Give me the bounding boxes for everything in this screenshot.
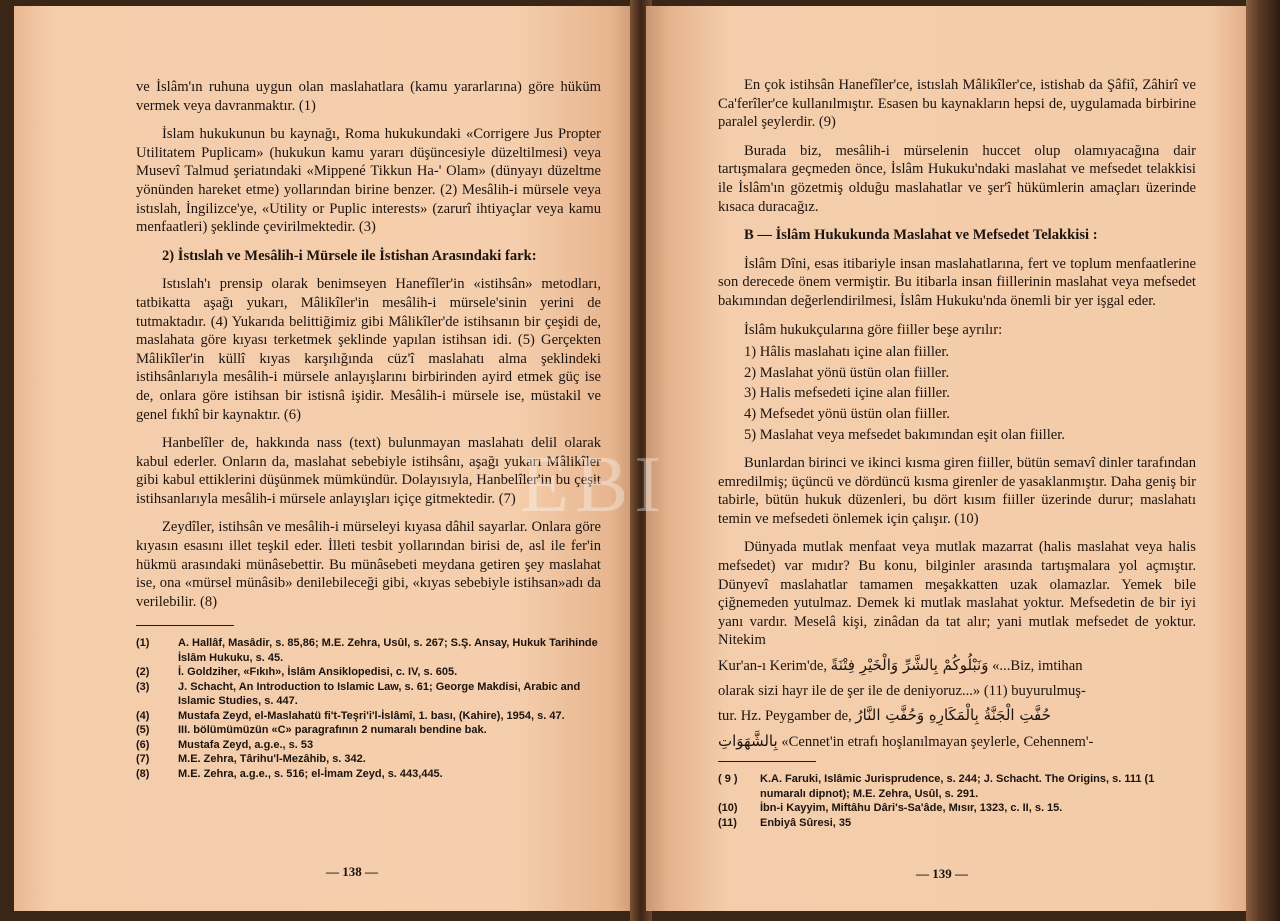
watermark: EBI [520,441,667,529]
paragraph: Dünyada mutlak menfaat veya mutlak mazarrat (halis maslahat veya halis mefsedet) var mıdır? Bu konu, bilginler arasında tartışmalara yol açmıştır. Dünyevî maslahatlar tamamen meşakkatten uzak olamazlar. Yemek bile çiğnemeden yutulmaz. Demek ki mutlak maslahat yoktur. Mefsedetin de bir iyi yanı vardır. Meselâ kişi, zinâdan da tat alır; yani mutlak mefsedet de yoktur. Nitekim [718,539,1196,649]
footnote: (3) J. Schacht, An Introduction to Islamic Law, s. 61; George Makdisi, Arabic and Islamic Studies, s. 447. [136,680,581,708]
paragraph: En çok istihsân Hanefîler'ce, istıslah Mâlikîler'ce, istishab da Şâfiî, Zâhirî ve Ca'ferîler'ce kullanılmıştır. Esasen bu kaynakların hepsi de, uygulamada birbirine paralel şeylerdir. (9) [718,77,1196,131]
footnote: (1) A. Hallâf, Masâdir, s. 85,86; M.E. Zehra, Usûl, s. 267; S.Ş. Ansay, Hukuk Tarihinde İslâm Hukuku, s. 45. [136,637,598,664]
page-number: — 139 — [916,866,968,881]
arabic-hadith: بِالشَّهَوَاتِ [718,731,778,750]
paragraph: Burada biz, mesâlih-i mürselenin huccet olup olamıyacağına dair tartışmalara geçmeden önce, İslâm Hukuku'ndaki maslahat ve mefsedet telakkisi ile İslâm'ın gözetmiş olduğu maslahatlar ve şer'î hükümlerin amaçları üzerinde kısaca duracağız. [718,142,1196,215]
footnote: (7) M.E. Zehra, Târihu'l-Mezâhib, s. 342. [136,753,366,766]
paragraph: İslam hukukunun bu kaynağı, Roma hukukundaki «Corrigere Jus Propter Utilitatem Puplicam» (hukukun kamu yararı düşüncesiyle düzeltilmesi) veya Musevî Talmud şeriatındaki «Mippené Tikkun Ha-' Olam» (dünyayı düzeltme yönünden hareket etme) yollarından birine benzer. (2) Mesâlih-i mürsele veya istıslah, İngilizce'ye, «Utility or Puplic interests» (zarurî ihtiyaçlar veya kamu menfaatleri) şeklinde çevirilmektedir. (3) [136,126,601,236]
section-heading: B — İslâm Hukukunda Maslahat ve Mefsedet Telakkisi : [744,227,1098,244]
list-item: 1) Hâlis maslahatı içine alan fiiller. [744,344,950,361]
section-heading: 2) İstıslah ve Mesâlih-i Mürsele ile İstishan Arasındaki fark: [162,247,537,264]
page-number: — 138 — [326,864,378,879]
footnotes [718,772,1196,830]
footnotes [136,636,601,781]
arabic-hadith: حُفَّتِ الْجَنَّةُ بِالْمَكَارِهِ وَحُفَّتِ النَّارُ [855,706,1051,725]
footnote: (5) III. bölümümüzün «C» paragrafının 2 numaralı bendine bak. [136,724,487,737]
paragraph: İslâm Dîni, esas itibariyle insan maslahatlarına, fert ve toplum menfaatlerine son derecede önem vermiştir. Bu itibarla insan fiillerinin maslahat veya mefsedet bakımından değerlendirilmesi, İslâm Hukuku'nda önemli bir yer işgal eder. [718,255,1196,309]
hadith-line: tur. Hz. Peygamber de, حُفَّتِ الْجَنَّةُ بِالْمَكَارِهِ وَحُفَّتِ النَّارُ [718,706,1051,725]
footnote: (2) İ. Goldziher, «Fıkıh», İslâm Ansiklopedisi, c. IV, s. 605. [136,666,458,679]
list-item: 2) Maslahat yönü üstün olan fiiller. [744,364,950,381]
right-page-text [718,76,1196,830]
quran-line: Kur'an-ı Kerim'de, وَنَبْلُوكُمْ بِالشَّرِّ وَالْخَيْرِ فِتْنَةً «...Biz, imtihan [718,656,1083,675]
footnote: (4) Mustafa Zeyd, el-Maslahatü fi't-Teşri'i'l-İslâmî, 1. bası, (Kahire), 1954, s. 47. [136,709,565,722]
paragraph: ve İslâm'ın ruhuna uygun olan maslahatlara (kamu yararlarına) göre hüküm vermek veya davranmaktır. (1) [136,79,601,114]
list-item: 5) Maslahat veya mefsedet bakımından eşit olan fiiller. [744,426,1065,443]
paragraph: Hanbelîler de, hakkında nass (text) bulunmayan maslahatı delil olarak kabul ederler. Onların da, maslahat sebebiyle istihsânı, aşağı yukarı Mâlikîler gibi kabul ettiklerini düşünmek mümkündür. Dolayısıyla, Hanbelîler'in bu çeşit istihsanlarıyla mesâlih-i mürsele anlayışları içiçe gitmektedir. (7) [136,435,601,507]
paragraph: olarak sizi hayr ile de şer ile de deniyoruz...» (11) buyurulmuş- [718,682,1086,699]
arabic-verse: وَنَبْلُوكُمْ بِالشَّرِّ وَالْخَيْرِ فِتْنَةً [830,656,989,675]
paragraph: Istıslah'ı prensip olarak benimseyen Hanefîler'in «istihsân» metodları, tatbikatta aşağı yukarı, Mâlikîler'in mesâlih-i mürsele'sinin yerini de tutmaktadır. (4) Yukarıda belittiğimiz gibi Mâlikîler'de istihsanın bir çeşidi de, maslahata göre kıyası terketmek şeklinde yapılan istihsan idi. (5) Gerçekten Mâlikîler'in küllî kıyas karşılığında cüz'î maslahatı alma şeklindeki istihsânlarıyla mesâlih-i mürsele anlayışlarını birbirinden ayird etmek güç ise de, onlara göre istihsan bir istisnâ işidir. Mesâlih-i mürsele ise, müstakil ve genel fıkhî bir kaynaktır. (6) [136,276,601,423]
footnote: (6) Mustafa Zeyd, a.g.e., s. 53 [136,738,314,751]
paragraph: Bunlardan birinci ve ikinci kısma giren fiiller, bütün semavî dinler tarafından emredilmiş; üçüncü ve dördüncü kısma girenler de yasaklanmıştır. Daha geniş bir tabirle, bütün hukuk düzenleri, bu dört kısım fiiller üzerinde durur; maslahatı temin ve mefsedeti önlemek için çalışır. (10) [718,455,1196,527]
footnote: ( 9 ) K.A. Faruki, Islâmic Jurisprudence, s. 244; J. Schacht. The Origins, s. 111 (1 numaralı dipnot); M.E. Zehra, Usûl, s. 291. [718,773,1155,800]
right-page [646,6,1246,911]
paragraph: Zeydîler, istihsân ve mesâlih-i mürseleyi kıyasa dâhil sayarlar. Onlara göre kıyasın esasını illet teşkil eder. İlleti tesbit yollarından birisi de, asl ile fer'in hükmü arasındaki münâsebettir. Bu münâsebeti meydana getiren şey maslahat ise, ona «mürsel münâsib» denilebileceği gibi, «kıyas sebebiyle istihsan»adı da verilebilir. (8) [136,519,601,610]
list [744,343,1196,444]
paragraph: İslâm hukukçularına göre fiiller beşe ayrılır: [744,321,1003,338]
list-item: 3) Halis mefsedeti içine alan fiiller. [744,385,950,402]
book-edge [1246,0,1280,921]
footnote: (11) Enbiyâ Sûresi, 35 [718,816,852,829]
footnote: (10) İbn-i Kayyim, Miftâhu Dâri's-Sa'âde, Mısır, 1323, c. II, s. 15. [718,802,1063,815]
hadith-line: بِالشَّهَوَاتِ «Cennet'in etrafı hoşlanılmayan şeylerle, Cehennem'- [718,731,1094,750]
list-item: 4) Mefsedet yönü üstün olan fiiller. [744,405,950,422]
left-page-text [136,78,601,781]
footnote-divider [718,761,816,762]
footnote: (8) M.E. Zehra, a.g.e., s. 516; el-İmam Zeyd, s. 443,445. [136,767,443,780]
footnote-divider [136,625,234,626]
